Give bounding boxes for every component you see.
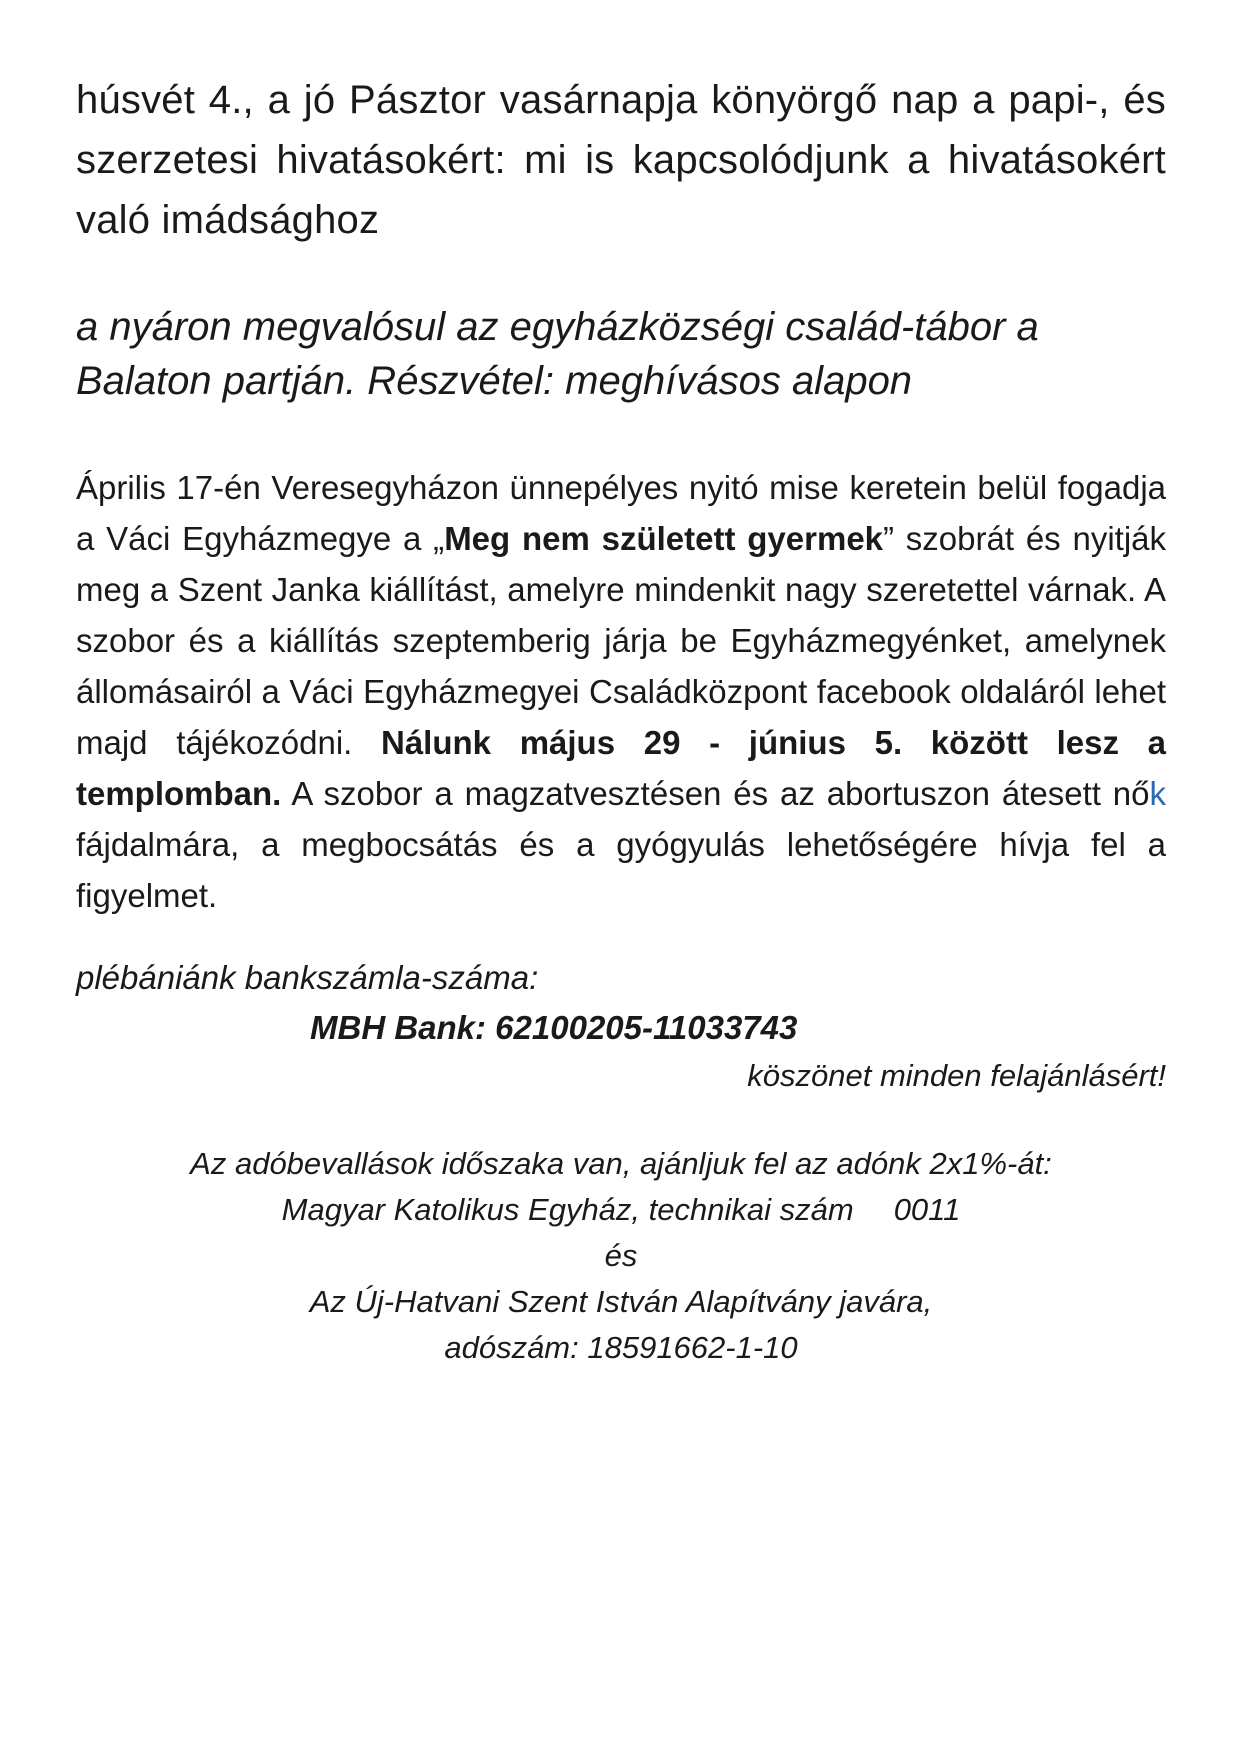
local-dates-notice: Nálunk május 29 - június 5. között lesz a templomban. bbox=[76, 724, 1167, 812]
highlighted-letter: k bbox=[1149, 775, 1166, 812]
tax-line-and: és bbox=[604, 1238, 638, 1273]
tax-line-church bbox=[76, 1187, 1166, 1233]
statue-text-part3: A szobor a magzatvesztésen és az abortuszon átesett nő bbox=[281, 775, 1150, 812]
statue-text-part1: Április 17-én Veresegyházon ünnepélyes nyitó mise keretein belül fogadja a Váci Egyházmegye a „ bbox=[76, 469, 1166, 557]
tax-technical-number: 0011 bbox=[893, 1192, 961, 1227]
vocations-prayer-paragraph: húsvét 4., a jó Pásztor vasárnapja könyörgő nap a papi-, és szerzetesi hivatásokért: mi is kapcsolódjunk a hivatásokért való imádsághoz bbox=[76, 78, 1166, 242]
bank-account-number: MBH Bank: 62100205-11033743 bbox=[310, 1009, 798, 1046]
statue-title: Meg nem született gyermek bbox=[444, 520, 884, 557]
statue-exhibition-paragraph bbox=[76, 462, 1166, 921]
tax-church-name: Magyar Katolikus Egyház, technikai szám bbox=[281, 1192, 854, 1227]
statue-text-part2: ” szobrát és nyitják meg a Szent Janka kiállítást, amelyre mindenkit nagy szeretettel várnak. A szobor és a kiállítás szeptemberig járja be Egyházmegyénket, amelynek állomásairól a Váci Egyházmegyei Családközpont facebook oldaláról lehet majd tájékozódni. bbox=[76, 520, 1167, 761]
bank-account-label: plébániánk bankszámla-száma: bbox=[76, 959, 539, 996]
tax-line-intro: Az adóbevallások időszaka van, ajánljuk fel az adónk 2x1%-át: bbox=[190, 1146, 1052, 1181]
thanks-note: köszönet minden felajánlásért! bbox=[747, 1058, 1166, 1093]
family-camp-paragraph: a nyáron megvalósul az egyházközségi család-tábor a Balaton partján. Részvétel: meghívásos alapon bbox=[76, 305, 1039, 403]
statue-text-part4: fájdalmára, a megbocsátás és a gyógyulás lehetőségére hívja fel a figyelmet. bbox=[76, 826, 1166, 914]
tax-line-number: adószám: 18591662-1-10 bbox=[444, 1330, 798, 1365]
tax-donation-block bbox=[76, 1141, 1166, 1371]
tax-line-foundation: Az Új-Hatvani Szent István Alapítvány javára, bbox=[309, 1284, 933, 1319]
document-page bbox=[76, 70, 1166, 1371]
